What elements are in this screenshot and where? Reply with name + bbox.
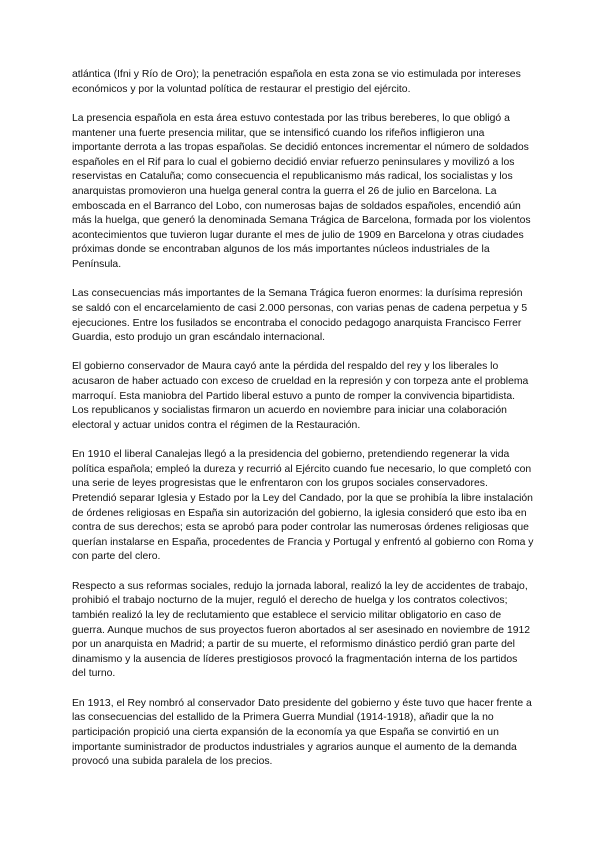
paragraph-3: Las consecuencias más importantes de la Semana Trágica fueron enormes: la durísima represión se saldó con el encarcelamiento de casi 2.000 personas, con varias penas de cadena perpetua y 5 ejecuciones. Entre los fusilados se encontraba el conocido pedagogo anarquista Francisco Ferrer Guardia, esto produjo un gran escándalo internacional. xyxy=(72,288,528,344)
paragraph-2: La presencia española en esta área estuvo contestada por las tribus bereberes, lo que obligó a mantener una fuerte presencia militar, que se intensificó cuando los rifeños infligieron una importante derrota a las tropas españolas. Se decidió entonces incrementar el número de soldados españoles en el Rif para lo cual el gobierno decidió enviar refuerzo peninsulares y movilizó a los reservistas en Cataluña; como consecuencia el republicanismo más radical, los socialistas y los anarquistas promovieron una huelga general contra la guerra el 26 de julio en Barcelona. La emboscada en el Barranco del Lobo, con numerosas bajas de soldados españoles, encendió aún más la huelga, que generó la denominada Semana Trágica de Barcelona, formada por los violentos acontecimientos que tuvieron lugar durante el mes de julio de 1909 en Barcelona y otras ciudades próximas donde se encontraban algunos de los más importantes núcleos industriales de la Península. xyxy=(72,112,531,270)
paragraph-7: En 1913, el Rey nombró al conservador Dato presidente del gobierno y éste tuvo que hacer frente a las consecuencias del estallido de la Primera Guerra Mundial (1914-1918), añadir que la no participación propició una cierta expansión de la economía ya que España se convirtió en un importante suministrador de productos industriales y agrarios aunque el aumento de la demanda provocó una subida paralela de los precios. xyxy=(72,697,532,768)
paragraph-4: El gobierno conservador de Maura cayó ante la pérdida del respaldo del rey y los liberales lo acusaron de haber actuado con exceso de crueldad en la represión y con torpeza ante el problema marroquí. Esta maniobra del Partido liberal estuvo a punto de romper la convivencia bipartidista. Los republicanos y socialistas firmaron un acuerdo en noviembre para iniciar una colaboración electoral y actuar unidos contra el régimen de la Restauración. xyxy=(72,361,529,431)
paragraph-5: En 1910 el liberal Canalejas llegó a la presidencia del gobierno, pretendiendo regenerar la vida política española; empleó la dureza y recurrió al Ejército cuando fue necesario, lo que completó con una serie de leyes progresistas que le enfrentaron con los grupos sociales conservadores. Pretendió separar Iglesia y Estado por la Ley del Candado, por la que se prohibía la libre instalación de órdenes religiosas en España sin autorización del gobierno, la iglesia consideró que esto iba en contra de sus derechos; esta se aprobó para poder controlar las numerosas órdenes religiosas que querían instalarse en España, procedentes de Francia y Portugal y enfrentó al gobierno con Roma y con parte del clero. xyxy=(72,449,534,563)
document-body xyxy=(72,68,534,785)
paragraph-1: atlántica (Ifni y Río de Oro); la penetración española en esta zona se vio estimulada por intereses económicos y por la voluntad política de restaurar el prestigio del ejército. xyxy=(72,69,521,95)
paragraph-6: Respecto a sus reformas sociales, redujo la jornada laboral, realizó la ley de accidentes de trabajo, prohibió el trabajo nocturno de la mujer, reguló el derecho de huelga y los contratos colectivos; también realizó la ley de reclutamiento que establece el servicio militar obligatorio en caso de guerra. Aunque muchos de sus proyectos fueron abortados al ser asesinado en noviembre de 1912 por un anarquista en Madrid; a partir de su muerte, el reformismo dinástico perdió gran parte del dinamismo y la ausencia de líderes prestigiosos provocó la fragmentación interna de los partidos del turno. xyxy=(72,580,531,680)
